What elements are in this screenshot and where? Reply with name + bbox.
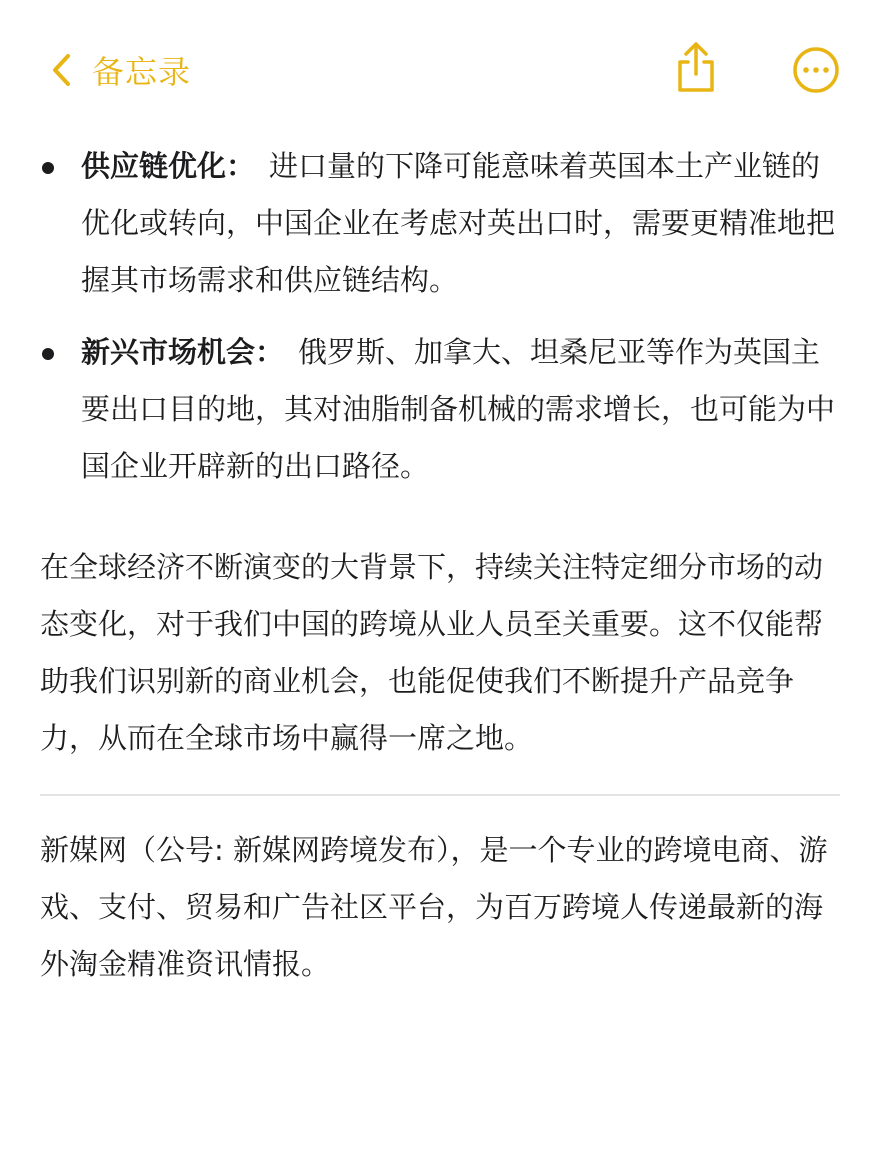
note-content[interactable] <box>40 138 840 993</box>
share-button[interactable] <box>672 40 720 100</box>
bullet-dot <box>42 162 54 174</box>
bullet-title: 供应链优化： <box>81 149 256 183</box>
more-icon <box>792 46 840 94</box>
back-button[interactable] <box>48 44 191 96</box>
footer-paragraph: 新媒网（公号: 新媒网跨境发布），是一个专业的跨境电商、游戏、支付、贸易和广告社区平台，为百万跨境人传递最新的海外淘金精准资讯情报。 <box>40 833 828 981</box>
navigation-bar <box>0 0 880 140</box>
bullet-text: 进口量的下降可能意味着英国本土产业链的优化或转向，中国企业在考虑对英出口时，需要更精准地把握其市场需求和供应链结构。 <box>81 149 836 297</box>
bullet-list <box>40 138 840 495</box>
bullet-dot <box>42 348 54 360</box>
list-item <box>40 138 840 309</box>
back-label: 备忘录 <box>92 53 192 91</box>
body-paragraph: 在全球经济不断演变的大背景下，持续关注特定细分市场的动态变化，对于我们中国的跨境从业人员至关重要。这不仅能帮助我们识别新的商业机会，也能促使我们不断提升产品竞争力，从而在全球市场中赢得一席之地。 <box>40 550 824 755</box>
chevron-left-icon <box>48 52 74 88</box>
list-item <box>40 324 840 495</box>
bullet-text: 俄罗斯、加拿大、坦桑尼亚等作为英国主要出口目的地，其对油脂制备机械的需求增长，也可能为中国企业开辟新的出口路径。 <box>81 335 836 483</box>
bullet-title: 新兴市场机会： <box>81 335 285 369</box>
share-icon <box>672 40 720 96</box>
more-button[interactable] <box>792 46 840 98</box>
divider <box>40 794 840 796</box>
